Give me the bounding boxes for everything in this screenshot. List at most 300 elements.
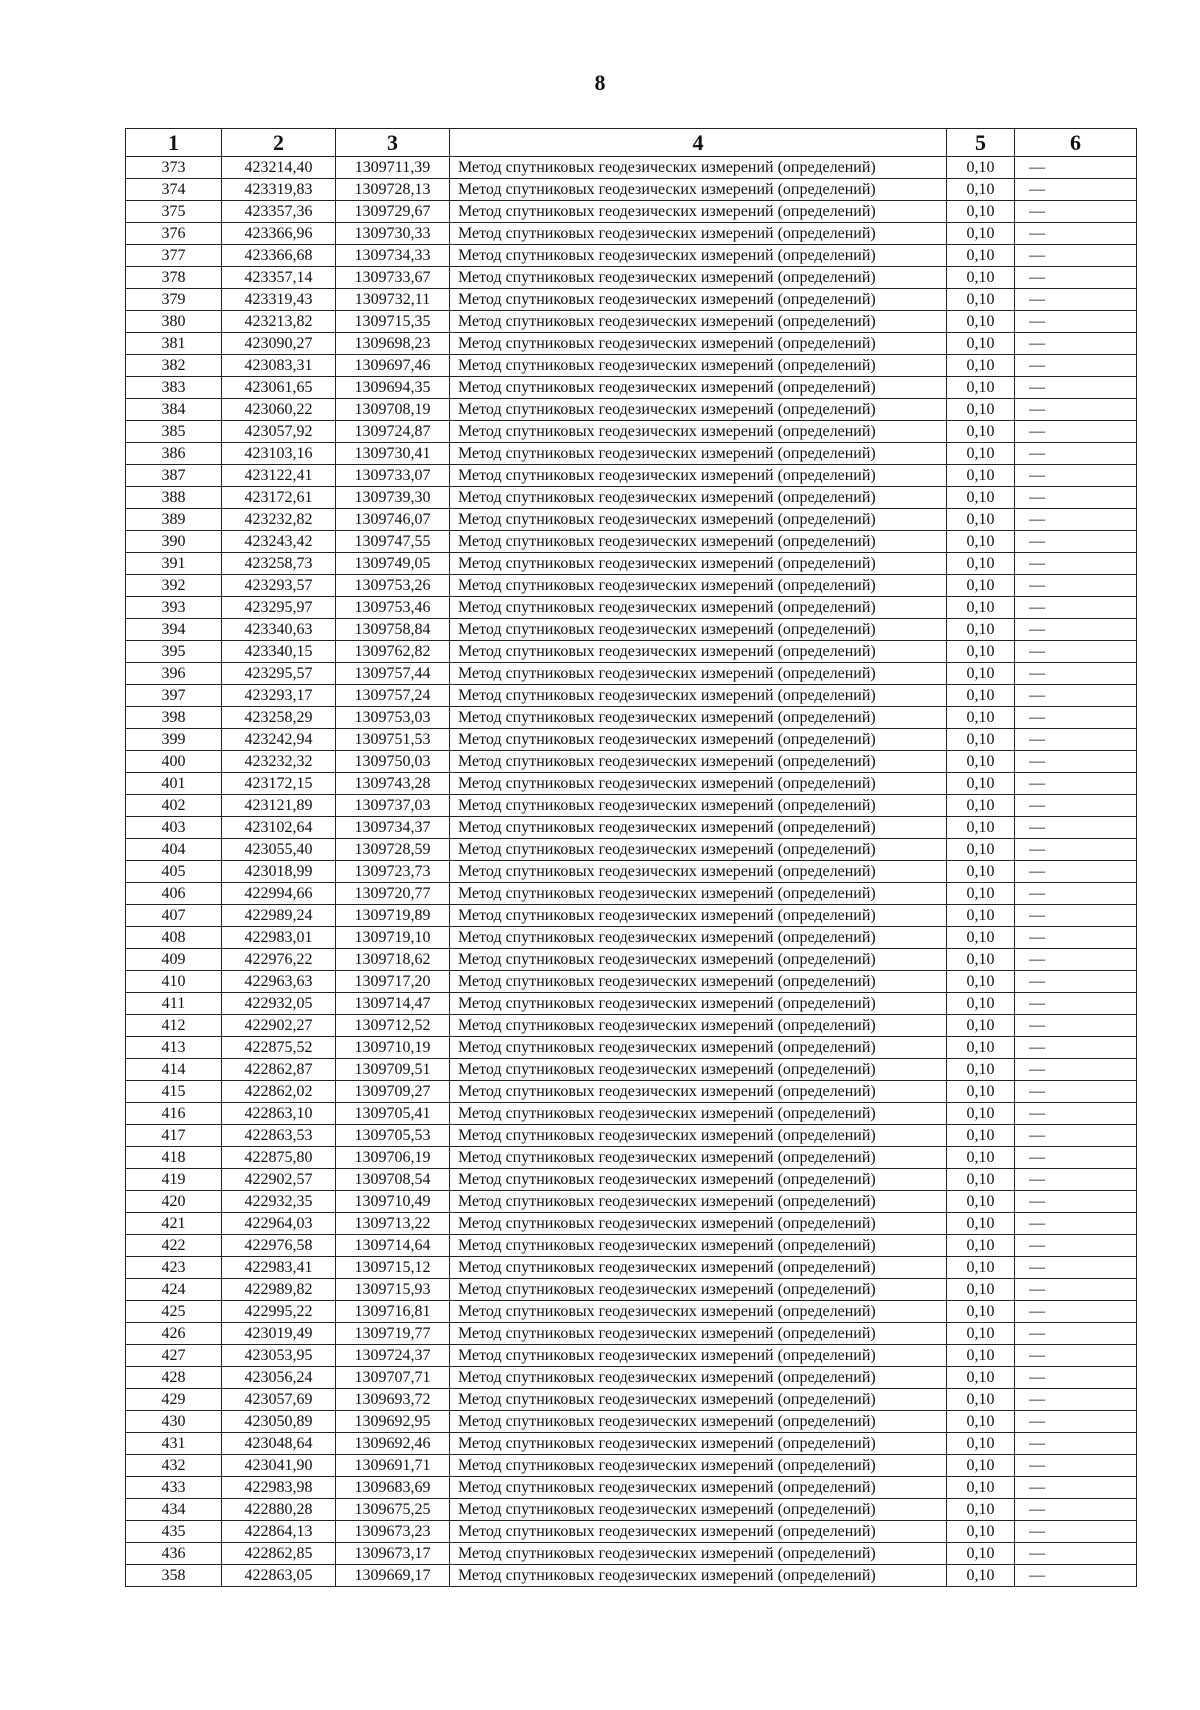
table-row <box>126 531 1137 553</box>
method-cell: Метод спутниковых геодезических измерений (определений) <box>450 465 947 487</box>
table-row <box>126 355 1137 377</box>
accuracy-cell: 0,10 <box>947 861 1015 883</box>
table-row <box>126 707 1137 729</box>
x-coordinate-cell: 423242,94 <box>222 729 336 751</box>
note-cell: — <box>1015 729 1137 751</box>
y-coordinate-cell: 1309723,73 <box>336 861 450 883</box>
y-coordinate-cell: 1309733,07 <box>336 465 450 487</box>
table-row <box>126 993 1137 1015</box>
accuracy-cell: 0,10 <box>947 443 1015 465</box>
method-cell: Метод спутниковых геодезических измерений (определений) <box>450 1301 947 1323</box>
note-cell: — <box>1015 509 1137 531</box>
point-number-cell: 406 <box>126 883 222 905</box>
table-row <box>126 1345 1137 1367</box>
method-cell: Метод спутниковых геодезических измерений (определений) <box>450 1389 947 1411</box>
note-cell: — <box>1015 377 1137 399</box>
table-row <box>126 795 1137 817</box>
y-coordinate-cell: 1309698,23 <box>336 333 450 355</box>
y-coordinate-cell: 1309719,89 <box>336 905 450 927</box>
method-cell: Метод спутниковых геодезических измерений (определений) <box>450 1191 947 1213</box>
accuracy-cell: 0,10 <box>947 927 1015 949</box>
header-cell: 1 <box>126 129 222 157</box>
header-cell: 3 <box>336 129 450 157</box>
note-cell: — <box>1015 707 1137 729</box>
x-coordinate-cell: 423061,65 <box>222 377 336 399</box>
accuracy-cell: 0,10 <box>947 1301 1015 1323</box>
table-row <box>126 927 1137 949</box>
method-cell: Метод спутниковых геодезических измерений (определений) <box>450 223 947 245</box>
note-cell: — <box>1015 1389 1137 1411</box>
point-number-cell: 412 <box>126 1015 222 1037</box>
accuracy-cell: 0,10 <box>947 839 1015 861</box>
method-cell: Метод спутниковых геодезических измерений (определений) <box>450 1477 947 1499</box>
note-cell: — <box>1015 1103 1137 1125</box>
x-coordinate-cell: 423053,95 <box>222 1345 336 1367</box>
table-row <box>126 1367 1137 1389</box>
method-cell: Метод спутниковых геодезических измерений (определений) <box>450 795 947 817</box>
accuracy-cell: 0,10 <box>947 1213 1015 1235</box>
note-cell: — <box>1015 1213 1137 1235</box>
x-coordinate-cell: 422880,28 <box>222 1499 336 1521</box>
accuracy-cell: 0,10 <box>947 641 1015 663</box>
accuracy-cell: 0,10 <box>947 1499 1015 1521</box>
y-coordinate-cell: 1309757,24 <box>336 685 450 707</box>
table-row <box>126 1125 1137 1147</box>
point-number-cell: 398 <box>126 707 222 729</box>
x-coordinate-cell: 423055,40 <box>222 839 336 861</box>
y-coordinate-cell: 1309692,95 <box>336 1411 450 1433</box>
note-cell: — <box>1015 267 1137 289</box>
y-coordinate-cell: 1309715,35 <box>336 311 450 333</box>
y-coordinate-cell: 1309739,30 <box>336 487 450 509</box>
point-number-cell: 387 <box>126 465 222 487</box>
y-coordinate-cell: 1309730,41 <box>336 443 450 465</box>
method-cell: Метод спутниковых геодезических измерений (определений) <box>450 1059 947 1081</box>
x-coordinate-cell: 423319,83 <box>222 179 336 201</box>
table-row <box>126 861 1137 883</box>
note-cell: — <box>1015 905 1137 927</box>
accuracy-cell: 0,10 <box>947 399 1015 421</box>
note-cell: — <box>1015 201 1137 223</box>
note-cell: — <box>1015 487 1137 509</box>
accuracy-cell: 0,10 <box>947 795 1015 817</box>
method-cell: Метод спутниковых геодезических измерений (определений) <box>450 509 947 531</box>
point-number-cell: 394 <box>126 619 222 641</box>
y-coordinate-cell: 1309694,35 <box>336 377 450 399</box>
accuracy-cell: 0,10 <box>947 575 1015 597</box>
table-row <box>126 1257 1137 1279</box>
y-coordinate-cell: 1309732,11 <box>336 289 450 311</box>
table-row <box>126 1103 1137 1125</box>
method-cell: Метод спутниковых геодезических измерений (определений) <box>450 1257 947 1279</box>
table-row <box>126 1059 1137 1081</box>
method-cell: Метод спутниковых геодезических измерений (определений) <box>450 245 947 267</box>
point-number-cell: 400 <box>126 751 222 773</box>
method-cell: Метод спутниковых геодезических измерений (определений) <box>450 1147 947 1169</box>
y-coordinate-cell: 1309757,44 <box>336 663 450 685</box>
x-coordinate-cell: 423293,57 <box>222 575 336 597</box>
note-cell: — <box>1015 179 1137 201</box>
table-row <box>126 377 1137 399</box>
method-cell: Метод спутниковых геодезических измерений (определений) <box>450 179 947 201</box>
method-cell: Метод спутниковых геодезических измерений (определений) <box>450 861 947 883</box>
note-cell: — <box>1015 1455 1137 1477</box>
point-number-cell: 429 <box>126 1389 222 1411</box>
y-coordinate-cell: 1309711,39 <box>336 157 450 179</box>
note-cell: — <box>1015 1235 1137 1257</box>
table-row <box>126 157 1137 179</box>
table-row <box>126 1169 1137 1191</box>
point-number-cell: 377 <box>126 245 222 267</box>
x-coordinate-cell: 422862,02 <box>222 1081 336 1103</box>
x-coordinate-cell: 423214,40 <box>222 157 336 179</box>
y-coordinate-cell: 1309733,67 <box>336 267 450 289</box>
note-cell: — <box>1015 1367 1137 1389</box>
point-number-cell: 420 <box>126 1191 222 1213</box>
method-cell: Метод спутниковых геодезических измерений (определений) <box>450 421 947 443</box>
table-row <box>126 1323 1137 1345</box>
method-cell: Метод спутниковых геодезических измерений (определений) <box>450 1367 947 1389</box>
method-cell: Метод спутниковых геодезических измерений (определений) <box>450 641 947 663</box>
note-cell: — <box>1015 927 1137 949</box>
x-coordinate-cell: 423041,90 <box>222 1455 336 1477</box>
coordinates-table <box>125 128 1137 1587</box>
y-coordinate-cell: 1309716,81 <box>336 1301 450 1323</box>
method-cell: Метод спутниковых геодезических измерений (определений) <box>450 267 947 289</box>
accuracy-cell: 0,10 <box>947 1345 1015 1367</box>
point-number-cell: 393 <box>126 597 222 619</box>
accuracy-cell: 0,10 <box>947 1059 1015 1081</box>
point-number-cell: 426 <box>126 1323 222 1345</box>
table-row <box>126 465 1137 487</box>
accuracy-cell: 0,10 <box>947 817 1015 839</box>
x-coordinate-cell: 422875,52 <box>222 1037 336 1059</box>
point-number-cell: 381 <box>126 333 222 355</box>
y-coordinate-cell: 1309710,49 <box>336 1191 450 1213</box>
point-number-cell: 405 <box>126 861 222 883</box>
table-row <box>126 1213 1137 1235</box>
note-cell: — <box>1015 1191 1137 1213</box>
x-coordinate-cell: 423366,96 <box>222 223 336 245</box>
method-cell: Метод спутниковых геодезических измерений (определений) <box>450 289 947 311</box>
accuracy-cell: 0,10 <box>947 1279 1015 1301</box>
accuracy-cell: 0,10 <box>947 1257 1015 1279</box>
accuracy-cell: 0,10 <box>947 1103 1015 1125</box>
table-row <box>126 1191 1137 1213</box>
table-row <box>126 1411 1137 1433</box>
point-number-cell: 392 <box>126 575 222 597</box>
accuracy-cell: 0,10 <box>947 201 1015 223</box>
x-coordinate-cell: 423295,57 <box>222 663 336 685</box>
method-cell: Метод спутниковых геодезических измерений (определений) <box>450 1543 947 1565</box>
accuracy-cell: 0,10 <box>947 289 1015 311</box>
x-coordinate-cell: 423340,63 <box>222 619 336 641</box>
point-number-cell: 382 <box>126 355 222 377</box>
table-row <box>126 245 1137 267</box>
y-coordinate-cell: 1309709,51 <box>336 1059 450 1081</box>
y-coordinate-cell: 1309713,22 <box>336 1213 450 1235</box>
point-number-cell: 416 <box>126 1103 222 1125</box>
note-cell: — <box>1015 1433 1137 1455</box>
y-coordinate-cell: 1309669,17 <box>336 1565 450 1587</box>
method-cell: Метод спутниковых геодезических измерений (определений) <box>450 1081 947 1103</box>
y-coordinate-cell: 1309708,54 <box>336 1169 450 1191</box>
x-coordinate-cell: 423050,89 <box>222 1411 336 1433</box>
table-row <box>126 641 1137 663</box>
accuracy-cell: 0,10 <box>947 751 1015 773</box>
method-cell: Метод спутниковых геодезических измерений (определений) <box>450 773 947 795</box>
x-coordinate-cell: 422983,41 <box>222 1257 336 1279</box>
point-number-cell: 374 <box>126 179 222 201</box>
y-coordinate-cell: 1309750,03 <box>336 751 450 773</box>
note-cell: — <box>1015 971 1137 993</box>
method-cell: Метод спутниковых геодезических измерений (определений) <box>450 729 947 751</box>
table-row <box>126 575 1137 597</box>
x-coordinate-cell: 422976,58 <box>222 1235 336 1257</box>
x-coordinate-cell: 423057,69 <box>222 1389 336 1411</box>
method-cell: Метод спутниковых геодезических измерений (определений) <box>450 971 947 993</box>
x-coordinate-cell: 423057,92 <box>222 421 336 443</box>
point-number-cell: 411 <box>126 993 222 1015</box>
y-coordinate-cell: 1309705,53 <box>336 1125 450 1147</box>
point-number-cell: 376 <box>126 223 222 245</box>
table-row <box>126 619 1137 641</box>
y-coordinate-cell: 1309728,59 <box>336 839 450 861</box>
y-coordinate-cell: 1309691,71 <box>336 1455 450 1477</box>
accuracy-cell: 0,10 <box>947 1389 1015 1411</box>
accuracy-cell: 0,10 <box>947 157 1015 179</box>
method-cell: Метод спутниковых геодезических измерений (определений) <box>450 377 947 399</box>
method-cell: Метод спутниковых геодезических измерений (определений) <box>450 531 947 553</box>
y-coordinate-cell: 1309747,55 <box>336 531 450 553</box>
accuracy-cell: 0,10 <box>947 355 1015 377</box>
accuracy-cell: 0,10 <box>947 1521 1015 1543</box>
accuracy-cell: 0,10 <box>947 993 1015 1015</box>
note-cell: — <box>1015 575 1137 597</box>
accuracy-cell: 0,10 <box>947 619 1015 641</box>
accuracy-cell: 0,10 <box>947 223 1015 245</box>
note-cell: — <box>1015 861 1137 883</box>
y-coordinate-cell: 1309737,03 <box>336 795 450 817</box>
table-row <box>126 1389 1137 1411</box>
y-coordinate-cell: 1309753,46 <box>336 597 450 619</box>
x-coordinate-cell: 423048,64 <box>222 1433 336 1455</box>
header-cell: 4 <box>450 129 947 157</box>
x-coordinate-cell: 422976,22 <box>222 949 336 971</box>
method-cell: Метод спутниковых геодезических измерений (определений) <box>450 1499 947 1521</box>
method-cell: Метод спутниковых геодезических измерений (определений) <box>450 883 947 905</box>
note-cell: — <box>1015 1411 1137 1433</box>
table-row <box>126 971 1137 993</box>
point-number-cell: 430 <box>126 1411 222 1433</box>
table-row <box>126 1433 1137 1455</box>
x-coordinate-cell: 423243,42 <box>222 531 336 553</box>
point-number-cell: 414 <box>126 1059 222 1081</box>
x-coordinate-cell: 423357,14 <box>222 267 336 289</box>
x-coordinate-cell: 423172,61 <box>222 487 336 509</box>
point-number-cell: 423 <box>126 1257 222 1279</box>
point-number-cell: 422 <box>126 1235 222 1257</box>
table-row <box>126 179 1137 201</box>
accuracy-cell: 0,10 <box>947 179 1015 201</box>
x-coordinate-cell: 422983,01 <box>222 927 336 949</box>
table-row <box>126 1081 1137 1103</box>
x-coordinate-cell: 423102,64 <box>222 817 336 839</box>
method-cell: Метод спутниковых геодезических измерений (определений) <box>450 575 947 597</box>
table-row <box>126 663 1137 685</box>
y-coordinate-cell: 1309714,64 <box>336 1235 450 1257</box>
method-cell: Метод спутниковых геодезических измерений (определений) <box>450 1411 947 1433</box>
note-cell: — <box>1015 1125 1137 1147</box>
point-number-cell: 396 <box>126 663 222 685</box>
note-cell: — <box>1015 663 1137 685</box>
x-coordinate-cell: 423293,17 <box>222 685 336 707</box>
accuracy-cell: 0,10 <box>947 905 1015 927</box>
table-row <box>126 817 1137 839</box>
note-cell: — <box>1015 1521 1137 1543</box>
y-coordinate-cell: 1309720,77 <box>336 883 450 905</box>
x-coordinate-cell: 422875,80 <box>222 1147 336 1169</box>
x-coordinate-cell: 422995,22 <box>222 1301 336 1323</box>
accuracy-cell: 0,10 <box>947 487 1015 509</box>
table-row <box>126 333 1137 355</box>
note-cell: — <box>1015 421 1137 443</box>
y-coordinate-cell: 1309762,82 <box>336 641 450 663</box>
x-coordinate-cell: 422862,85 <box>222 1543 336 1565</box>
table-row <box>126 509 1137 531</box>
y-coordinate-cell: 1309746,07 <box>336 509 450 531</box>
page-number: 8 <box>594 70 606 95</box>
x-coordinate-cell: 423056,24 <box>222 1367 336 1389</box>
method-cell: Метод спутниковых геодезических измерений (определений) <box>450 553 947 575</box>
table-row <box>126 1037 1137 1059</box>
method-cell: Метод спутниковых геодезических измерений (определений) <box>450 399 947 421</box>
y-coordinate-cell: 1309724,87 <box>336 421 450 443</box>
table-row <box>126 883 1137 905</box>
point-number-cell: 436 <box>126 1543 222 1565</box>
method-cell: Метод спутниковых геодезических измерений (определений) <box>450 1037 947 1059</box>
y-coordinate-cell: 1309673,23 <box>336 1521 450 1543</box>
point-number-cell: 380 <box>126 311 222 333</box>
y-coordinate-cell: 1309749,05 <box>336 553 450 575</box>
header-cell: 6 <box>1015 129 1137 157</box>
x-coordinate-cell: 423122,41 <box>222 465 336 487</box>
method-cell: Метод спутниковых геодезических измерений (определений) <box>450 1433 947 1455</box>
note-cell: — <box>1015 311 1137 333</box>
note-cell: — <box>1015 993 1137 1015</box>
point-number-cell: 397 <box>126 685 222 707</box>
accuracy-cell: 0,10 <box>947 773 1015 795</box>
note-cell: — <box>1015 355 1137 377</box>
point-number-cell: 383 <box>126 377 222 399</box>
point-number-cell: 434 <box>126 1499 222 1521</box>
y-coordinate-cell: 1309692,46 <box>336 1433 450 1455</box>
method-cell: Метод спутниковых геодезических измерений (определений) <box>450 751 947 773</box>
accuracy-cell: 0,10 <box>947 1015 1015 1037</box>
table-row <box>126 201 1137 223</box>
accuracy-cell: 0,10 <box>947 663 1015 685</box>
table-row <box>126 1521 1137 1543</box>
table-row <box>126 1455 1137 1477</box>
y-coordinate-cell: 1309693,72 <box>336 1389 450 1411</box>
x-coordinate-cell: 423083,31 <box>222 355 336 377</box>
x-coordinate-cell: 422932,35 <box>222 1191 336 1213</box>
table-row <box>126 267 1137 289</box>
x-coordinate-cell: 423213,82 <box>222 311 336 333</box>
point-number-cell: 395 <box>126 641 222 663</box>
table-row <box>126 905 1137 927</box>
x-coordinate-cell: 423121,89 <box>222 795 336 817</box>
y-coordinate-cell: 1309717,20 <box>336 971 450 993</box>
note-cell: — <box>1015 751 1137 773</box>
method-cell: Метод спутниковых геодезических измерений (определений) <box>450 1345 947 1367</box>
method-cell: Метод спутниковых геодезических измерений (определений) <box>450 1279 947 1301</box>
table-row <box>126 751 1137 773</box>
method-cell: Метод спутниковых геодезических измерений (определений) <box>450 839 947 861</box>
y-coordinate-cell: 1309709,27 <box>336 1081 450 1103</box>
note-cell: — <box>1015 949 1137 971</box>
method-cell: Метод спутниковых геодезических измерений (определений) <box>450 905 947 927</box>
method-cell: Метод спутниковых геодезических измерений (определений) <box>450 1169 947 1191</box>
x-coordinate-cell: 423090,27 <box>222 333 336 355</box>
point-number-cell: 425 <box>126 1301 222 1323</box>
x-coordinate-cell: 423103,16 <box>222 443 336 465</box>
y-coordinate-cell: 1309707,71 <box>336 1367 450 1389</box>
table-row <box>126 1235 1137 1257</box>
note-cell: — <box>1015 245 1137 267</box>
x-coordinate-cell: 422989,24 <box>222 905 336 927</box>
y-coordinate-cell: 1309712,52 <box>336 1015 450 1037</box>
header-cell: 5 <box>947 129 1015 157</box>
accuracy-cell: 0,10 <box>947 421 1015 443</box>
table-row <box>126 685 1137 707</box>
accuracy-cell: 0,10 <box>947 1169 1015 1191</box>
accuracy-cell: 0,10 <box>947 1367 1015 1389</box>
method-cell: Метод спутниковых геодезических измерений (определений) <box>450 949 947 971</box>
table-row <box>126 399 1137 421</box>
point-number-cell: 408 <box>126 927 222 949</box>
point-number-cell: 401 <box>126 773 222 795</box>
accuracy-cell: 0,10 <box>947 245 1015 267</box>
point-number-cell: 421 <box>126 1213 222 1235</box>
point-number-cell: 388 <box>126 487 222 509</box>
x-coordinate-cell: 422989,82 <box>222 1279 336 1301</box>
note-cell: — <box>1015 1037 1137 1059</box>
accuracy-cell: 0,10 <box>947 1125 1015 1147</box>
accuracy-cell: 0,10 <box>947 509 1015 531</box>
point-number-cell: 391 <box>126 553 222 575</box>
table-row <box>126 1565 1137 1587</box>
y-coordinate-cell: 1309705,41 <box>336 1103 450 1125</box>
method-cell: Метод спутниковых геодезических измерений (определений) <box>450 993 947 1015</box>
y-coordinate-cell: 1309719,10 <box>336 927 450 949</box>
x-coordinate-cell: 422862,87 <box>222 1059 336 1081</box>
note-cell: — <box>1015 1081 1137 1103</box>
point-number-cell: 402 <box>126 795 222 817</box>
y-coordinate-cell: 1309729,67 <box>336 201 450 223</box>
note-cell: — <box>1015 619 1137 641</box>
accuracy-cell: 0,10 <box>947 553 1015 575</box>
table-row <box>126 1279 1137 1301</box>
header-cell: 2 <box>222 129 336 157</box>
accuracy-cell: 0,10 <box>947 1543 1015 1565</box>
point-number-cell: 389 <box>126 509 222 531</box>
accuracy-cell: 0,10 <box>947 949 1015 971</box>
note-cell: — <box>1015 1169 1137 1191</box>
method-cell: Метод спутниковых геодезических измерений (определений) <box>450 1323 947 1345</box>
note-cell: — <box>1015 597 1137 619</box>
point-number-cell: 373 <box>126 157 222 179</box>
